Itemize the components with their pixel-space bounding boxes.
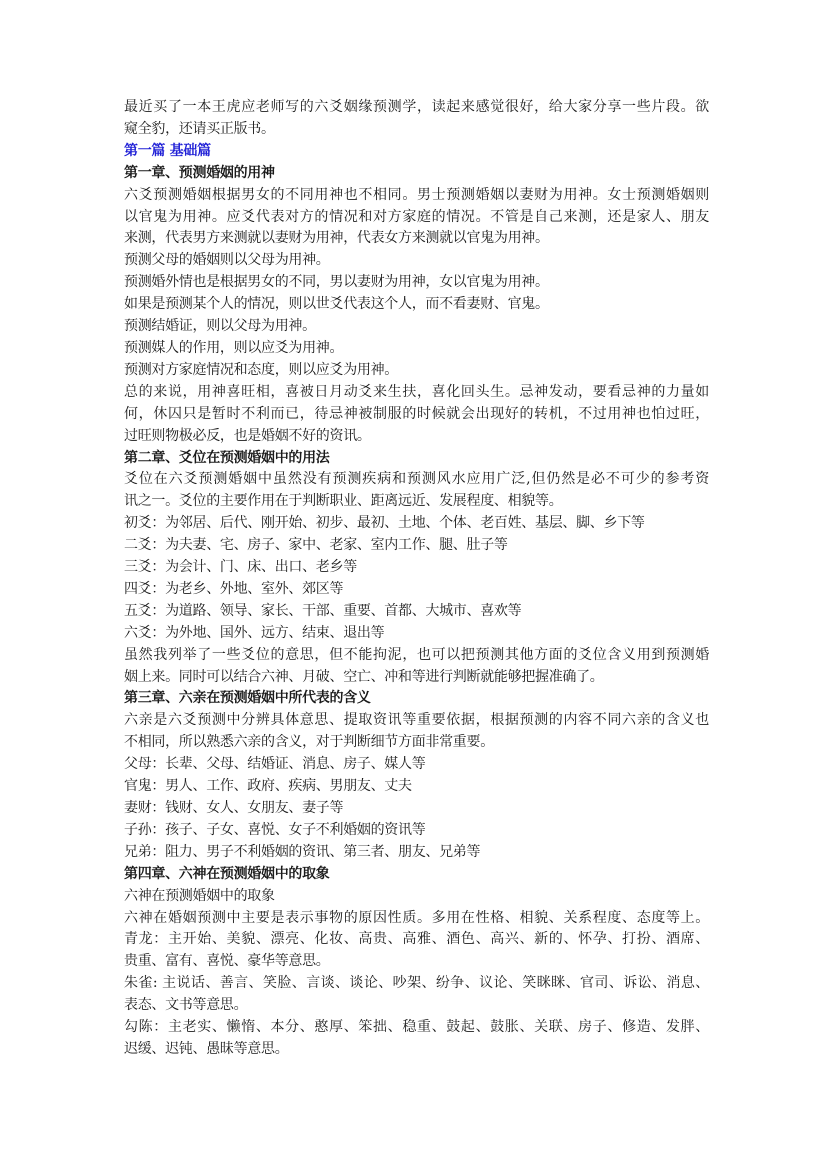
text-line: 六爻预测婚姻根据男女的不同用神也不相同。男士预测婚姻以妻财为用神。女士预测婚姻则 xyxy=(124,186,709,203)
chapter-heading: 第二章、爻位在预测婚姻中的用法 xyxy=(124,449,330,466)
text-line: 二爻：为夫妻、宅、房子、家中、老家、室内工作、腿、肚子等 xyxy=(124,537,508,554)
chapter-heading: 第一章、预测婚姻的用神 xyxy=(124,164,275,181)
text-line: 预测婚外情也是根据男女的不同，男以妻财为用神，女以官鬼为用神。 xyxy=(124,274,549,291)
text-line: 预测父母的婚姻则以父母为用神。 xyxy=(124,252,330,269)
text-line: 过旺则物极必反，也是婚姻不好的资讯。 xyxy=(124,427,371,444)
text-line: 最近买了一本王虎应老师写的六爻姻缘预测学，读起来感觉很好，给大家分享一些片段。欲 xyxy=(124,99,709,115)
text-line: 六爻：为外地、国外、远方、结束、退出等 xyxy=(124,624,385,641)
text-line: 表态、文书等意思。 xyxy=(124,997,248,1014)
text-line: 青龙：主开始、美貌、漂亮、化妆、高贵、高雅、酒色、高兴、新的、怀孕、打扮、酒席、 xyxy=(124,931,709,948)
text-line: 以官鬼为用神。应爻代表对方的情况和对方家庭的情况。不管是自己来测，还是家人、朋友 xyxy=(124,208,709,225)
text-line: 朱雀: 主说话、善言、笑脸、言谈、谈论、吵架、纷争、议论、笑眯眯、官司、诉讼、消息、 xyxy=(124,975,709,992)
document-page xyxy=(124,97,709,1061)
chapter-heading: 第三章、六亲在预测婚姻中所代表的含义 xyxy=(124,690,371,707)
text-line: 勾陈：主老实、懒惰、本分、憨厚、笨拙、稳重、鼓起、鼓胀、关联、房子、修造、发胖、 xyxy=(124,1019,709,1036)
text-line: 贵重、富有、喜悦、豪华等意思。 xyxy=(124,953,330,970)
text-line: 妻财：钱财、女人、女朋友、妻子等 xyxy=(124,800,344,816)
text-line: 父母：长辈、父母、结婚证、消息、房子、媒人等 xyxy=(124,756,426,773)
text-line: 预测结婚证，则以父母为用神。 xyxy=(124,318,316,335)
text-line: 五爻：为道路、领导、家长、干部、重要、首都、大城市、喜欢等 xyxy=(124,602,522,619)
text-line: 姻上来。同时可以结合六神、月破、空亡、冲和等进行判断就能够把握准确了。 xyxy=(124,668,604,685)
text-line: 虽然我列举了一些爻位的意思，但不能拘泥，也可以把预测其他方面的爻位含义用到预测婚 xyxy=(124,646,709,663)
text-line: 初爻：为邻居、后代、刚开始、初步、最初、土地、个体、老百姓、基层、脚、乡下等 xyxy=(124,515,645,532)
text-line: 爻位在六爻预测婚姻中虽然没有预测疾病和预测风水应用广泛,但仍然是必不可少的参考资 xyxy=(124,471,709,488)
text-line: 何，休囚只是暂时不利而已，待忌神被制服的时候就会出现好的转机，不过用神也怕过旺， xyxy=(124,405,709,422)
text-line: 子孙：孩子、子女、喜悦、女子不利婚姻的资讯等 xyxy=(124,821,426,838)
text-line: 四爻：为老乡、外地、室外、郊区等 xyxy=(124,580,344,597)
text-line: 预测媒人的作用，则以应爻为用神。 xyxy=(124,339,344,356)
part-heading: 第一篇 基础篇 xyxy=(124,142,211,159)
text-line: 总的来说，用神喜旺相，喜被日月动爻来生扶，喜化回头生。忌神发动，要看忌神的力量如 xyxy=(124,383,709,400)
text-line: 预测对方家庭情况和态度，则以应爻为用神。 xyxy=(124,361,398,378)
chapter-heading: 第四章、六神在预测婚姻中的取象 xyxy=(124,865,330,882)
text-line: 窥全豹，还请买正版书。 xyxy=(124,120,275,137)
text-line: 官鬼：男人、工作、政府、疾病、男朋友、丈夫 xyxy=(124,778,412,795)
text-line: 六亲是六爻预测中分辨具体意思、提取资讯等重要依据，根据预测的内容不同六亲的含义也 xyxy=(124,712,709,729)
text-line: 三爻：为会计、门、床、出口、老乡等 xyxy=(124,559,357,576)
text-line: 六神在婚姻预测中主要是表示事物的原因性质。多用在性格、相貌、关系程度、态度等上。 xyxy=(124,909,709,926)
text-line: 六神在预测婚姻中的取象 xyxy=(124,887,275,904)
text-line: 迟缓、迟钝、愚昧等意思。 xyxy=(124,1040,289,1057)
text-line: 来测，代表男方来测就以妻财为用神，代表女方来测就以官鬼为用神。 xyxy=(124,230,549,247)
text-line: 不相同，所以熟悉六亲的含义，对于判断细节方面非常重要。 xyxy=(124,734,494,751)
text-line: 讯之一。爻位的主要作用在于判断职业、距离远近、发展程度、相貌等。 xyxy=(124,493,563,510)
text-line: 如果是预测某个人的情况，则以世爻代表这个人，而不看妻财、官鬼。 xyxy=(124,296,549,313)
text-line: 兄弟：阻力、男子不利婚姻的资讯、第三者、朋友、兄弟等 xyxy=(124,843,481,860)
